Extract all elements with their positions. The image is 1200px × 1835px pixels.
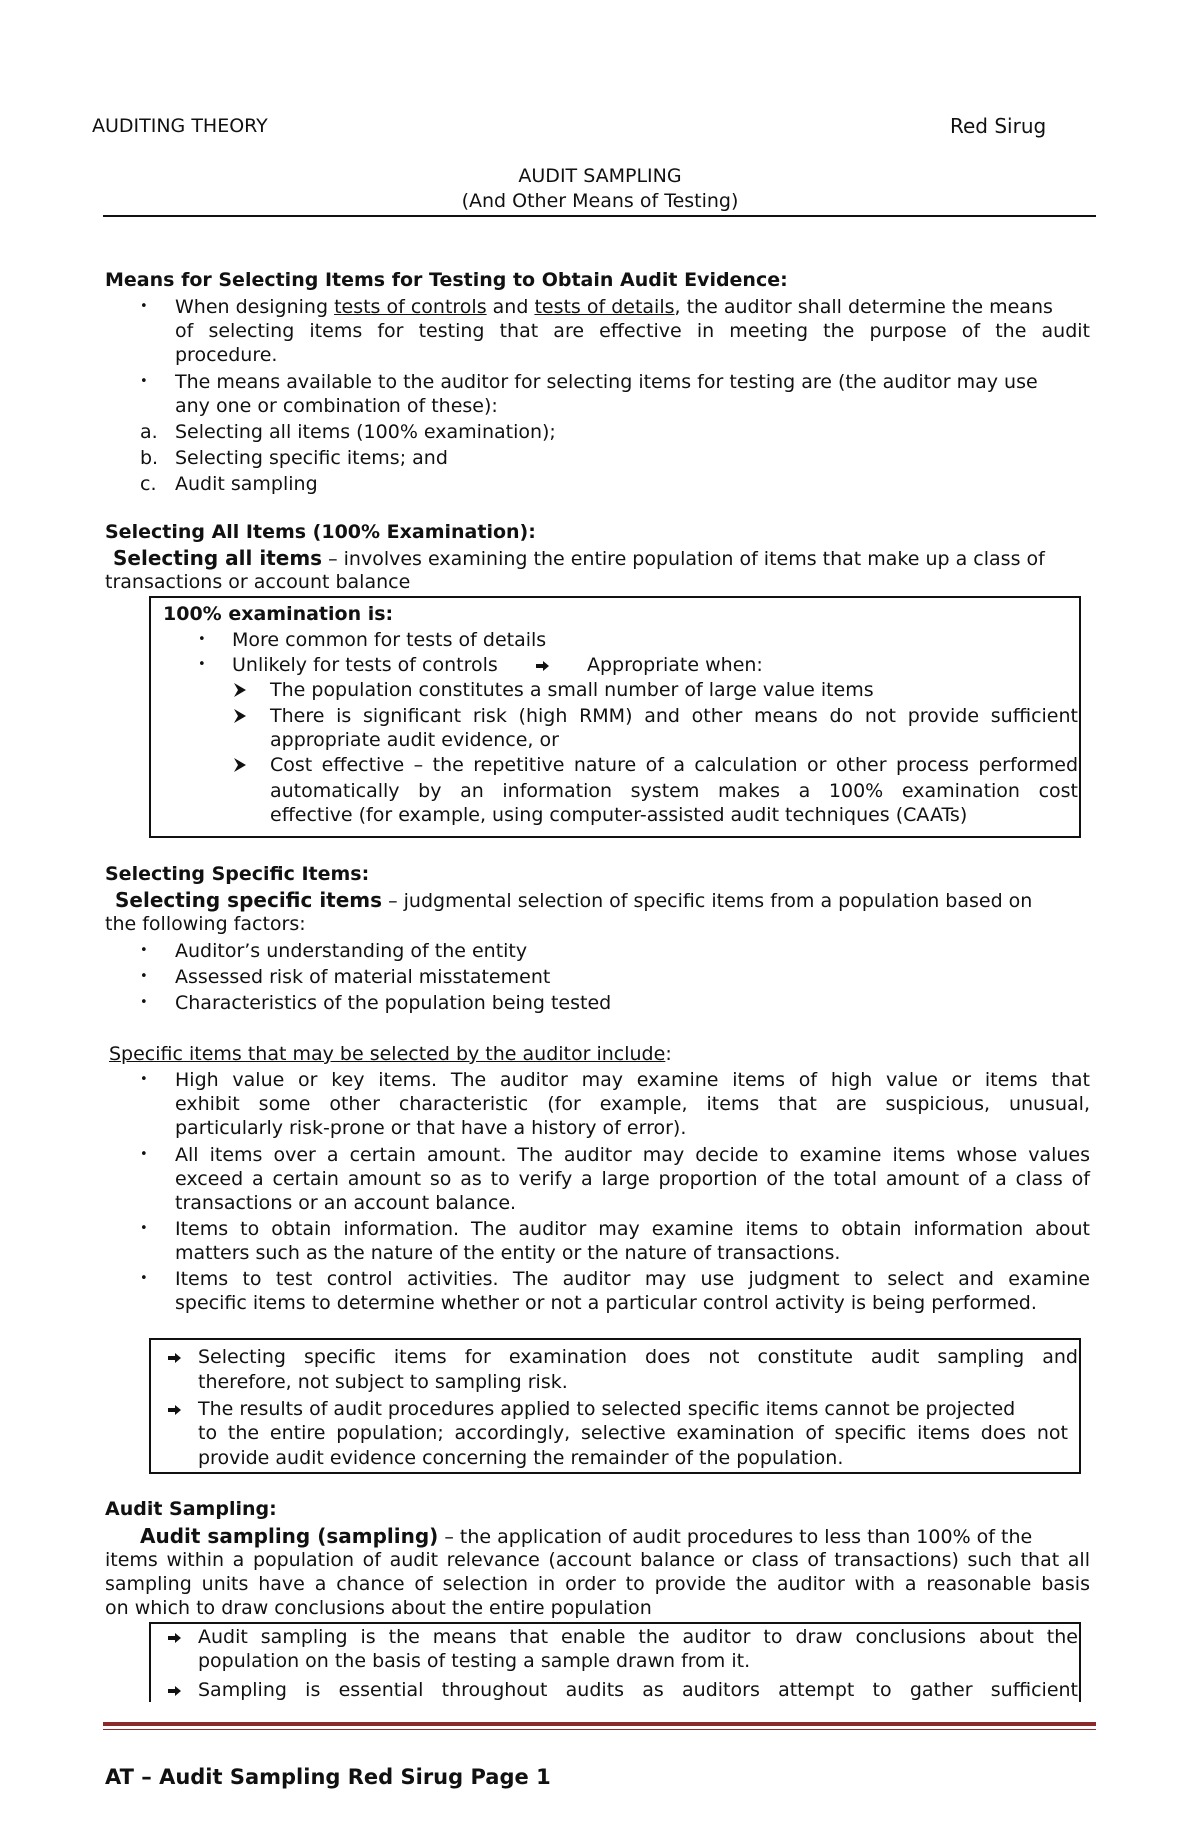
appropriate-when-label: Appropriate when: [587, 654, 763, 676]
audit-sampling-definition-line-2: items within a population of audit relevance (account balance or class of transactions) such that all [105, 1549, 1090, 1571]
include-item-1-line-1: High value or key items. The auditor may examine items of high value or items that [175, 1069, 1090, 1091]
header-subject: AUDITING THEORY [92, 115, 268, 137]
specific-items-definition-line-2: the following factors: [105, 913, 306, 935]
header-author: Red Sirug [950, 114, 1047, 138]
audit-sampling-definition-line-3: sampling units have a chance of selection in order to provide the auditor with a reasonable basis [105, 1573, 1090, 1595]
means-bullet-1-line-3: procedure. [175, 344, 278, 366]
means-bullet-1-line-2: of selecting items for testing that are effective in meeting the purpose of the audit [175, 320, 1090, 342]
hundred-percent-box-heading: 100% examination is: [163, 603, 394, 625]
include-item-2-line-1: All items over a certain amount. The auditor may decide to examine items whose values [175, 1144, 1090, 1166]
page-title: AUDIT SAMPLING [518, 165, 682, 187]
include-item-4-line-1: Items to test control activities. The auditor may use judgment to select and examine [175, 1268, 1090, 1290]
footer-text: AT – Audit Sampling Red Sirug Page 1 [105, 1765, 551, 1789]
list-label-a: a. [140, 421, 158, 443]
pointing-hand-icon [166, 1350, 182, 1366]
bullet: • [198, 632, 206, 647]
appropriate-reason-3-line-2: automatically by an information system makes a 100% examination cost [270, 780, 1078, 802]
include-item-2-line-3: transactions or an account balance. [175, 1192, 517, 1214]
tests-of-details-term: tests of details [534, 296, 675, 318]
bullet: • [140, 1221, 148, 1236]
bullet: • [140, 1072, 148, 1087]
appropriate-reason-3-line-3: effective (for example, using computer-assisted audit techniques (CAATs) [270, 804, 968, 826]
specific-items-heading: Selecting Specific Items: [105, 863, 370, 885]
factor-item: Characteristics of the population being tested [175, 992, 612, 1014]
specific-note-1-line-2: therefore, not subject to sampling risk. [198, 1371, 568, 1393]
appropriate-reason-1: The population constitutes a small number of large value items [270, 679, 874, 701]
include-item-3-line-1: Items to obtain information. The auditor may examine items to obtain information about [175, 1218, 1090, 1240]
footer-rule-thick [103, 1722, 1096, 1726]
factor-item: Auditor’s understanding of the entity [175, 940, 528, 962]
specific-note-2-line-2: to the entire population; accordingly, selective examination of specific items does not [198, 1422, 1068, 1444]
bullet: • [140, 995, 148, 1010]
sampling-note-1-line-2: population on the basis of testing a sample drawn from it. [198, 1650, 751, 1672]
specific-note-1-line-1: Selecting specific items for examination does not constitute audit sampling and [198, 1346, 1078, 1368]
list-label-c: c. [140, 473, 157, 495]
means-heading: Means for Selecting Items for Testing to Obtain Audit Evidence: [105, 269, 788, 291]
audit-sampling-definition-line-4: on which to draw conclusions about the entire population [105, 1597, 652, 1619]
sampling-note-1-line-1: Audit sampling is the means that enable the auditor to draw conclusions about the [198, 1626, 1078, 1648]
specific-note-2-line-3: provide audit evidence concerning the remainder of the population. [198, 1447, 844, 1469]
include-item-2-line-2: exceed a certain amount so as to verify a large proportion of the total amount of a class of [175, 1168, 1090, 1190]
appropriate-reason-3-line-1: Cost effective – the repetitive nature of a calculation or other process performed [270, 754, 1078, 776]
arrow-bullet-icon [233, 708, 247, 724]
list-label-b: b. [140, 447, 159, 469]
bullet: • [140, 943, 148, 958]
pointing-hand-icon [166, 1402, 182, 1418]
tests-of-controls-term: tests of controls [334, 296, 487, 318]
box-bullet-tests-of-controls: Unlikely for tests of controls [232, 654, 498, 676]
include-item-1-line-2: exhibit some other characteristic (for example, items that are suspicious, unusual, [175, 1093, 1090, 1115]
bullet: • [140, 299, 148, 314]
footer-rule-thin [103, 1729, 1096, 1730]
arrow-bullet-icon [233, 682, 247, 698]
pointing-hand-icon [534, 658, 550, 674]
means-bullet-2-line-2: any one or combination of these): [175, 395, 498, 417]
pointing-hand-icon [166, 1630, 182, 1646]
list-item-b: Selecting specific items; and [175, 447, 448, 469]
specific-note-2-line-1: The results of audit procedures applied to selected specific items cannot be projected [198, 1398, 1016, 1420]
pointing-hand-icon [166, 1683, 182, 1699]
specific-include-heading: Specific items that may be selected by the auditor include: [109, 1043, 672, 1065]
arrow-bullet-icon [233, 757, 247, 773]
audit-sampling-heading: Audit Sampling: [105, 1498, 277, 1520]
list-item-a: Selecting all items (100% examination); [175, 421, 556, 443]
include-item-3-line-2: matters such as the nature of the entity or the nature of transactions. [175, 1242, 841, 1264]
bullet: • [140, 969, 148, 984]
page-subtitle: (And Other Means of Testing) [461, 190, 739, 212]
box-bullet-tests-of-details: More common for tests of details [232, 629, 547, 651]
all-items-definition-line-1: Selecting all items – involves examining the entire population of items that make up a class of [113, 546, 1045, 570]
audit-sampling-definition-line-1: Audit sampling (sampling) – the application of audit procedures to less than 100% of the [140, 1524, 1033, 1548]
all-items-heading: Selecting All Items (100% Examination): [105, 521, 536, 543]
bullet: • [140, 374, 148, 389]
appropriate-reason-2-line-1: There is significant risk (high RMM) and other means do not provide sufficient [270, 705, 1078, 727]
means-bullet-2-line-1: The means available to the auditor for selecting items for testing are (the auditor may use [175, 371, 1038, 393]
bullet: • [140, 1271, 148, 1286]
list-item-c: Audit sampling [175, 473, 318, 495]
bullet: • [198, 657, 206, 672]
specific-items-definition-line-1: Selecting specific items – judgmental selection of specific items from a population based on [115, 888, 1033, 912]
appropriate-reason-2-line-2: appropriate audit evidence, or [270, 729, 559, 751]
factor-item: Assessed risk of material misstatement [175, 966, 551, 988]
bullet: • [140, 1147, 148, 1162]
means-bullet-1-line-1: When designing tests of controls and tests of details, the auditor shall determine the means [175, 296, 1053, 318]
sampling-note-2-line-1: Sampling is essential throughout audits as auditors attempt to gather sufficient [198, 1679, 1078, 1701]
include-item-4-line-2: specific items to determine whether or not a particular control activity is being performed. [175, 1292, 1037, 1314]
include-item-1-line-3: particularly risk-prone or that have a history of error). [175, 1117, 687, 1139]
all-items-definition-line-2: transactions or account balance [105, 571, 411, 593]
title-rule [103, 215, 1096, 217]
